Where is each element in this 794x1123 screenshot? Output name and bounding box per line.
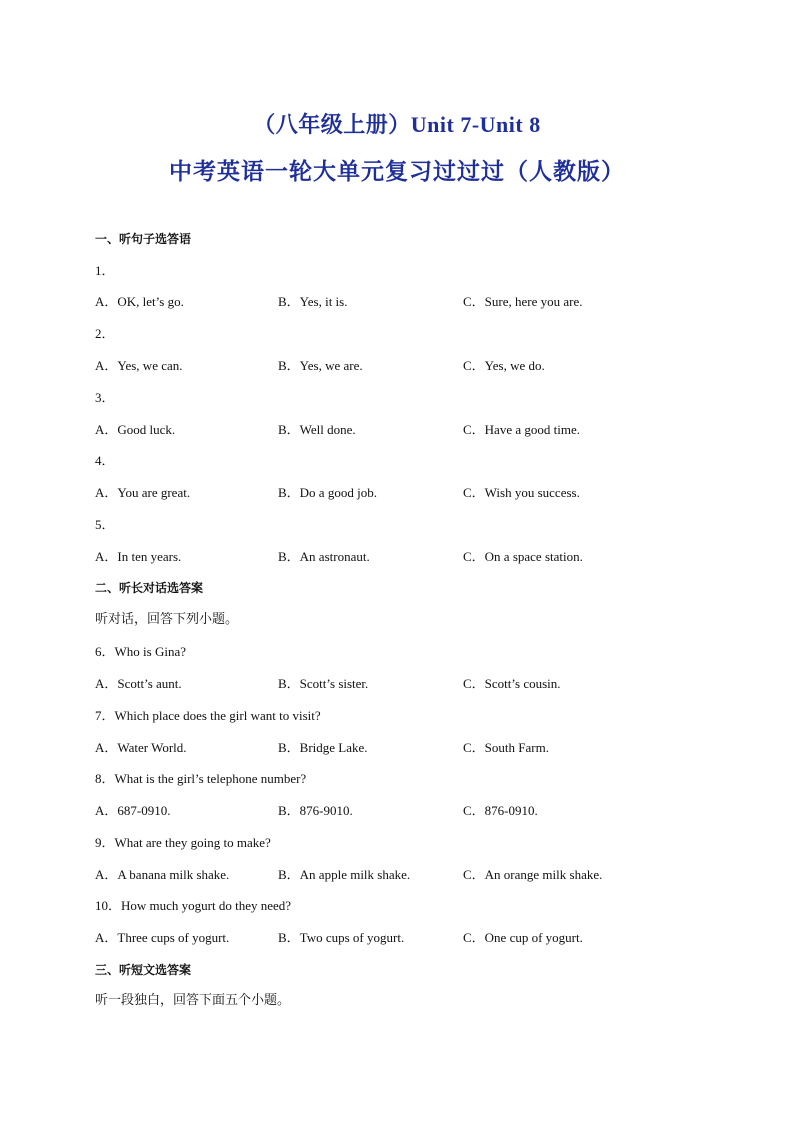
option-b: B．An astronaut. [278, 549, 370, 564]
section-instruction: 听一段独白，回答下面五个小题。 [95, 993, 291, 1008]
option-b: B．Bridge Lake. [278, 740, 368, 755]
option-c: C．South Farm. [463, 740, 549, 755]
option-c: C．876-0910. [463, 803, 538, 818]
question-stem: 8．What is the girl’s telephone number? [95, 771, 307, 786]
question-stem: 1． [95, 263, 115, 278]
option-a: A．You are great. [95, 485, 191, 500]
option-b: B．Yes, we are. [278, 358, 363, 373]
option-a: A．OK, let’s go. [95, 294, 184, 309]
option-a: A．Yes, we can. [95, 358, 183, 373]
question-stem: 6．Who is Gina? [95, 644, 186, 659]
option-c: C．An orange milk shake. [463, 867, 603, 882]
option-b: B．Well done. [278, 422, 356, 437]
option-a: A．Three cups of yogurt. [95, 930, 230, 945]
option-c: C．Sure, here you are. [463, 294, 583, 309]
document-subtitle: 中考英语一轮大单元复习过过过（人教版） [169, 159, 625, 184]
option-c: C．Yes, we do. [463, 358, 545, 373]
option-b: B．876-9010. [278, 803, 353, 818]
question-stem: 4． [95, 453, 115, 468]
option-a: A．Good luck. [95, 422, 176, 437]
section-heading: 二、听长对话选答案 [95, 581, 204, 595]
section-instruction: 听对话，回答下列小题。 [95, 612, 239, 627]
option-c: C．Wish you success. [463, 485, 580, 500]
option-b: B．Two cups of yogurt. [278, 930, 405, 945]
option-b: B．Yes, it is. [278, 294, 348, 309]
option-a: A．In ten years. [95, 549, 182, 564]
option-c: C．On a space station. [463, 549, 583, 564]
section-heading: 三、听短文选答案 [95, 963, 192, 977]
option-c: C．One cup of yogurt. [463, 930, 583, 945]
question-stem: 3． [95, 390, 115, 405]
question-stem: 2． [95, 326, 115, 341]
question-stem: 5． [95, 517, 115, 532]
option-b: B．Scott’s sister. [278, 676, 369, 691]
section-heading: 一、听句子选答语 [95, 232, 192, 246]
option-a: A．Water World. [95, 740, 187, 755]
question-stem: 9．What are they going to make? [95, 835, 271, 850]
option-a: A．Scott’s aunt. [95, 676, 182, 691]
question-stem: 10．How much yogurt do they need? [95, 898, 292, 913]
option-c: C．Scott’s cousin. [463, 676, 561, 691]
option-a: A．687-0910. [95, 803, 171, 818]
document-title: （八年级上册）Unit 7-Unit 8 [253, 112, 541, 137]
option-b: B．An apple milk shake. [278, 867, 411, 882]
option-a: A．A banana milk shake. [95, 867, 230, 882]
question-stem: 7．Which place does the girl want to visit? [95, 708, 321, 723]
option-c: C．Have a good time. [463, 422, 580, 437]
option-b: B．Do a good job. [278, 485, 377, 500]
